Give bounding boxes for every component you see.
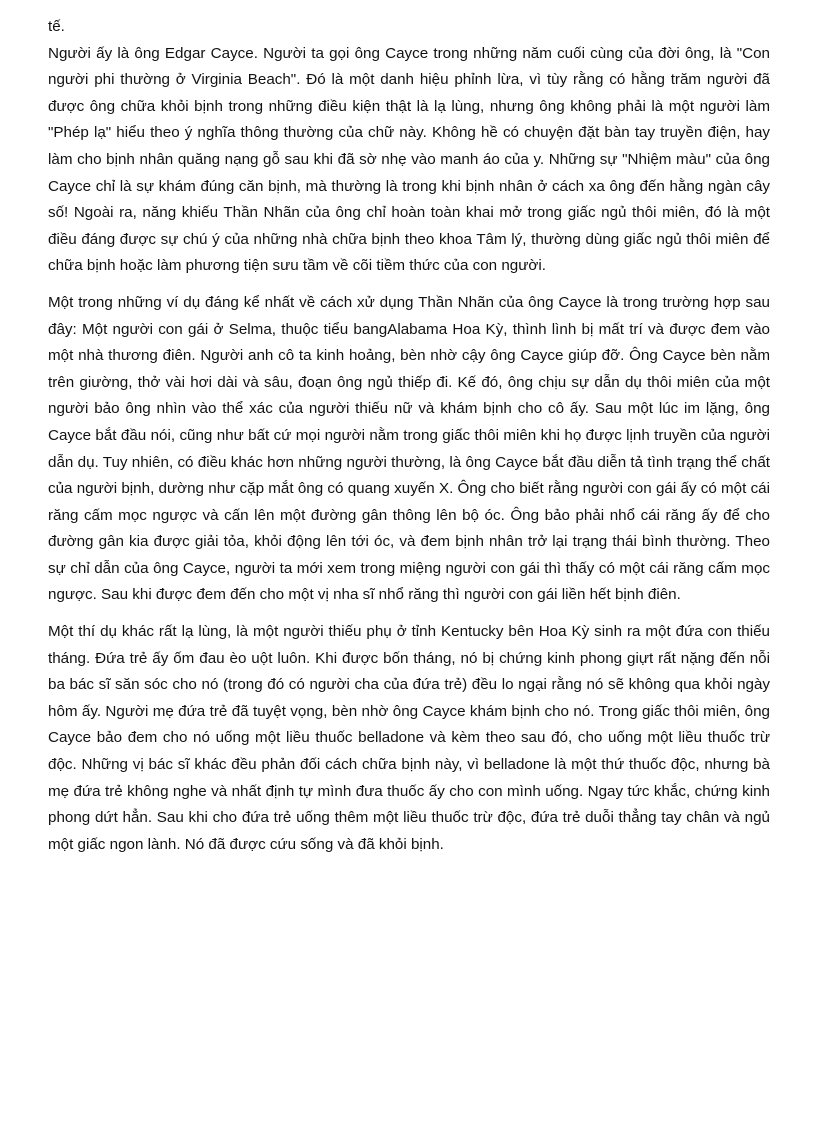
- paragraph-selma-example: Một trong những ví dụ đáng kể nhất về cách xử dụng Thần Nhãn của ông Cayce là trong trường hợp sau đây: Một người con gái ở Selma, thuộc tiểu bangAlabama Hoa Kỳ, thình lình bị mất trí và được đem vào một nhà thương điên. Người anh cô ta kinh hoảng, bèn nhờ cậy ông Cayce giúp đỡ. Ông Cayce bèn nằm trên giường, thở vài hơi dài và sâu, đoạn ông ngủ thiếp đi. Kế đó, ông chịu sự dẫn dụ thôi miên của một người bảo ông nhìn vào thể xác của người thiếu nữ và khám bịnh cho cô ấy. Sau một lúc im lặng, ông Cayce bắt đầu nói, cũng như bất cứ mọi người nằm trong giấc thôi miên khi họ được lịnh truyền của người dẫn dụ. Tuy nhiên, có điều khác hơn những người thường, là ông Cayce bắt đầu diễn tả tình trạng thể chất của người bịnh, dường như cặp mắt ông có quang xuyến X. Ông cho biết rằng người con gái ấy có một cái răng cấm mọc ngược và cấn lên một đường gân thông lên bộ óc. Ông bảo phải nhổ cái răng ấy để cho đường gân kia được giải tỏa, khỏi động lên tới óc, và đem bịnh nhân trở lại trạng thái bình thường. Theo sự chỉ dẫn của ông Cayce, người ta mới xem trong miệng người con gái thì thấy có một cái răng cấm mọc ngược. Sau khi được đem đến cho một vị nha sĩ nhổ răng thì người con gái liền hết bịnh điên.: [48, 293, 770, 604]
- paragraph-continuation: tế.: [48, 18, 65, 35]
- paragraph-edgar-cayce-intro: Người ấy là ông Edgar Cayce. Người ta gọi ông Cayce trong những năm cuối cùng của đời ông, là "Con người phi thường ở Virginia Beach". Đó là một danh hiệu phỉnh lừa, vì tùy rằng có hằng trăm người đã được ông chữa khỏi bịnh trong những điều kiện thật là lạ lùng, nhưng ông không phải là một người làm "Phép lạ" hiểu theo ý nghĩa thông thường của chữ này. Không hề có chuyện đặt bàn tay truyền điện, hay làm cho bịnh nhân quăng nạng gỗ sau khi đã sờ nhẹ vào manh áo của y. Những sự "Nhiệm màu" của ông Cayce chỉ là sự khám đúng căn bịnh, mà thường là trong khi bịnh nhân ở cách xa ông đến hằng ngàn cây số! Ngoài ra, năng khiếu Thần Nhãn của ông chỉ hoàn toàn khai mở trong giấc ngủ thôi miên, đó là một điều đáng được sự chú ý của những nhà chữa bịnh theo khoa Tâm lý, thường dùng giấc ngủ thôi miên để chữa bịnh hoặc làm phương tiện sưu tầm về cõi tiềm thức của con người.: [48, 44, 770, 275]
- document-page: [48, 14, 770, 868]
- paragraph-kentucky-example: Một thí dụ khác rất lạ lùng, là một người thiếu phụ ở tỉnh Kentucky bên Hoa Kỳ sinh ra một đứa con thiếu tháng. Đứa trẻ ấy ốm đau èo uột luôn. Khi được bốn tháng, nó bị chứng kinh phong giựt rất nặng đến nỗi ba bác sĩ săn sóc cho nó (trong đó có người cha của đứa trẻ) đều lo ngại rằng nó sẽ không qua khỏi ngày hôm ấy. Người mẹ đứa trẻ đã tuyệt vọng, bèn nhờ ông Cayce khám bịnh cho nó. Trong giấc thôi miên, ông Cayce bảo đem cho nó uống một liều thuốc belladone và kèm theo sau đó, cho uống một liều thuốc trừ độc. Những vị bác sĩ khác đều phản đối cách chữa bịnh này, vì belladone là một thứ thuốc độc, nhưng bà mẹ đứa trẻ không nghe và nhất định tự mình đưa thuốc ấy cho con mình uống. Ngay tức khắc, chứng kinh phong dứt hẳn. Sau khi cho đứa trẻ uống thêm một liều thuốc trừ độc, đứa trẻ duỗi thẳng tay chân và ngủ một giấc ngon lành. Nó đã được cứu sống và đã khỏi bịnh.: [48, 623, 770, 853]
